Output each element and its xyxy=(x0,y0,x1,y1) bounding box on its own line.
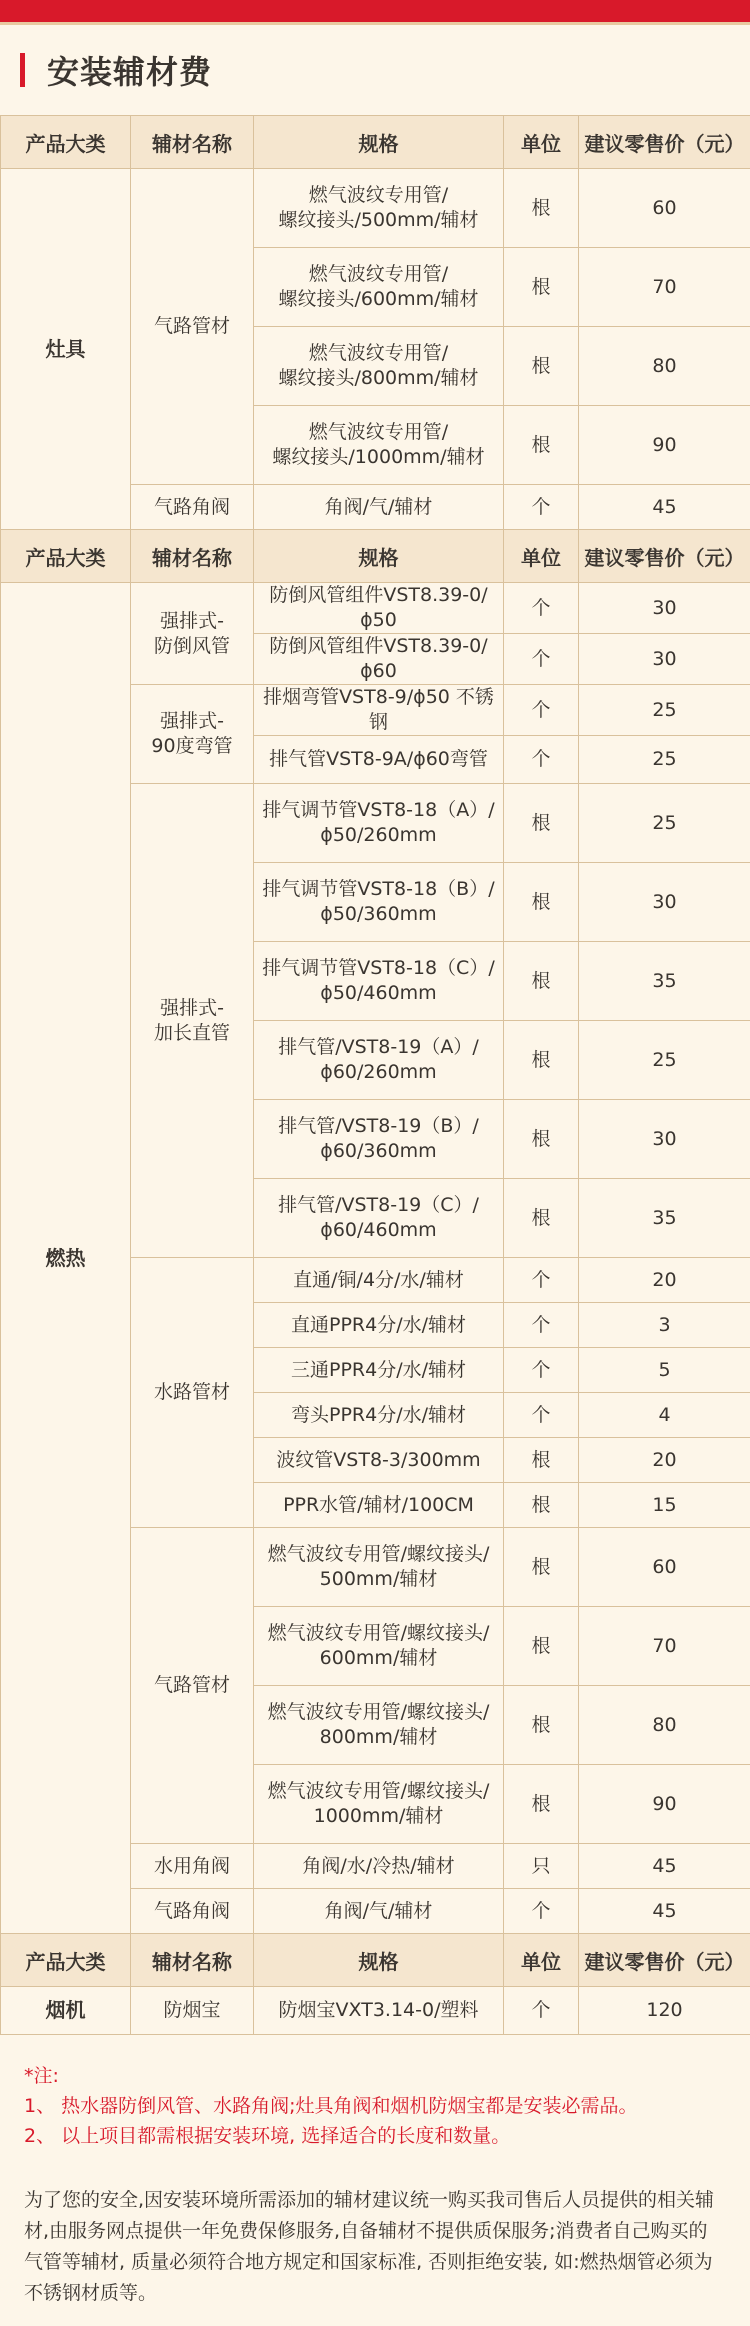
price-cell: 25 xyxy=(579,1021,750,1100)
unit-cell: 根 xyxy=(504,1438,579,1483)
price-cell: 20 xyxy=(579,1258,750,1303)
price-cell: 30 xyxy=(579,634,750,685)
unit-cell: 根 xyxy=(504,1765,579,1844)
name-cell: 水路管材 xyxy=(131,1258,254,1528)
price-cell: 25 xyxy=(579,685,750,736)
accessory-fee-table xyxy=(0,115,750,2035)
unit-cell: 根 xyxy=(504,406,579,485)
spec-cell: 直通/铜/4分/水/辅材 xyxy=(254,1258,504,1303)
name-cell: 气路角阀 xyxy=(131,485,254,530)
unit-cell: 只 xyxy=(504,1844,579,1889)
spec-cell: 排气调节管VST8-18（C）/ ϕ50/460mm xyxy=(254,942,504,1021)
spec-cell: 防倒风管组件VST8.39-0/ϕ50 xyxy=(254,583,504,634)
page-title-text: 安装辅材费 xyxy=(47,53,213,91)
header-category: 产品大类 xyxy=(1,530,131,583)
unit-cell: 根 xyxy=(504,1100,579,1179)
header-category: 产品大类 xyxy=(1,1934,131,1987)
spec-cell: 燃气波纹专用管/ 螺纹接头/1000mm/辅材 xyxy=(254,406,504,485)
unit-cell: 个 xyxy=(504,634,579,685)
unit-cell: 根 xyxy=(504,1483,579,1528)
spec-cell: 排气管/VST8-19（C）/ ϕ60/460mm xyxy=(254,1179,504,1258)
spec-cell: 排气调节管VST8-18（B）/ ϕ50/360mm xyxy=(254,863,504,942)
table-row xyxy=(1,583,750,634)
price-cell: 45 xyxy=(579,1889,750,1934)
unit-cell: 个 xyxy=(504,1393,579,1438)
unit-cell: 个 xyxy=(504,1303,579,1348)
unit-cell: 个 xyxy=(504,685,579,736)
price-cell: 5 xyxy=(579,1348,750,1393)
header-spec: 规格 xyxy=(254,530,504,583)
header-unit: 单位 xyxy=(504,530,579,583)
footer-disclaimer: 为了您的安全,因安装环境所需添加的辅材建议统一购买我司售后人员提供的相关辅材,由服务网点提供一年免费保修服务,自备辅材不提供质保服务;消费者自己购买的气管等辅材, 质量必须符合地方规定和国家标准, 否则拒绝安装, 如:燃热烟管必须为不锈钢材质等。 xyxy=(24,2189,715,2304)
title-accent-bar xyxy=(20,53,25,87)
table-header-row xyxy=(1,116,750,169)
category-cell: 烟机 xyxy=(1,1987,131,2035)
price-cell: 3 xyxy=(579,1303,750,1348)
price-cell: 30 xyxy=(579,1100,750,1179)
header-name: 辅材名称 xyxy=(131,1934,254,1987)
spec-cell: 排烟弯管VST8-9/ϕ50 不锈钢 xyxy=(254,685,504,736)
spec-cell: 燃气波纹专用管/螺纹接头/ 500mm/辅材 xyxy=(254,1528,504,1607)
name-cell: 防烟宝 xyxy=(131,1987,254,2035)
price-cell: 60 xyxy=(579,169,750,248)
price-cell: 70 xyxy=(579,248,750,327)
price-cell: 45 xyxy=(579,1844,750,1889)
unit-cell: 根 xyxy=(504,1021,579,1100)
header-unit: 单位 xyxy=(504,1934,579,1987)
table-row xyxy=(1,169,750,248)
note-item: 2、 以上项目都需根据安装环境, 选择适合的长度和数量。 xyxy=(24,2125,511,2147)
name-cell: 气路管材 xyxy=(131,1528,254,1844)
header-spec: 规格 xyxy=(254,1934,504,1987)
price-cell: 80 xyxy=(579,1686,750,1765)
unit-cell: 根 xyxy=(504,1686,579,1765)
table-header-row xyxy=(1,1934,750,1987)
unit-cell: 根 xyxy=(504,327,579,406)
price-cell: 60 xyxy=(579,1528,750,1607)
name-cell: 强排式- 90度弯管 xyxy=(131,685,254,784)
spec-cell: 燃气波纹专用管/螺纹接头/ 600mm/辅材 xyxy=(254,1607,504,1686)
spec-cell: 防倒风管组件VST8.39-0/ϕ60 xyxy=(254,634,504,685)
price-cell: 25 xyxy=(579,784,750,863)
unit-cell: 根 xyxy=(504,863,579,942)
price-cell: 70 xyxy=(579,1607,750,1686)
spec-cell: 角阀/气/辅材 xyxy=(254,1889,504,1934)
unit-cell: 个 xyxy=(504,583,579,634)
spec-cell: 燃气波纹专用管/ 螺纹接头/600mm/辅材 xyxy=(254,248,504,327)
spec-cell: 燃气波纹专用管/ 螺纹接头/500mm/辅材 xyxy=(254,169,504,248)
price-cell: 25 xyxy=(579,736,750,784)
unit-cell: 根 xyxy=(504,1179,579,1258)
unit-cell: 根 xyxy=(504,1528,579,1607)
header-name: 辅材名称 xyxy=(131,116,254,169)
price-cell: 30 xyxy=(579,583,750,634)
category-cell: 灶具 xyxy=(1,169,131,530)
table-row xyxy=(1,1987,750,2035)
name-cell: 气路管材 xyxy=(131,169,254,485)
price-cell: 15 xyxy=(579,1483,750,1528)
spec-cell: 排气调节管VST8-18（A）/ ϕ50/260mm xyxy=(254,784,504,863)
spec-cell: 燃气波纹专用管/ 螺纹接头/800mm/辅材 xyxy=(254,327,504,406)
price-cell: 20 xyxy=(579,1438,750,1483)
unit-cell: 个 xyxy=(504,1889,579,1934)
price-cell: 30 xyxy=(579,863,750,942)
page-title xyxy=(0,25,750,115)
price-cell: 90 xyxy=(579,1765,750,1844)
header-price: 建议零售价（元） xyxy=(579,1934,750,1987)
spec-cell: 波纹管VST8-3/300mm xyxy=(254,1438,504,1483)
unit-cell: 根 xyxy=(504,169,579,248)
spec-cell: 排气管VST8-9A/ϕ60弯管 xyxy=(254,736,504,784)
spec-cell: 直通PPR4分/水/辅材 xyxy=(254,1303,504,1348)
price-cell: 4 xyxy=(579,1393,750,1438)
unit-cell: 个 xyxy=(504,485,579,530)
spec-cell: 防烟宝VXT3.14-0/塑料 xyxy=(254,1987,504,2035)
price-cell: 35 xyxy=(579,942,750,1021)
price-cell: 120 xyxy=(579,1987,750,2035)
header-price: 建议零售价（元） xyxy=(579,530,750,583)
unit-cell: 根 xyxy=(504,248,579,327)
unit-cell: 个 xyxy=(504,736,579,784)
header-category: 产品大类 xyxy=(1,116,131,169)
notes-section xyxy=(0,2035,750,2151)
price-cell: 45 xyxy=(579,485,750,530)
unit-cell: 根 xyxy=(504,942,579,1021)
name-cell: 强排式- 加长直管 xyxy=(131,784,254,1258)
price-cell: 80 xyxy=(579,327,750,406)
price-cell: 35 xyxy=(579,1179,750,1258)
spec-cell: 角阀/气/辅材 xyxy=(254,485,504,530)
spec-cell: PPR水管/辅材/100CM xyxy=(254,1483,504,1528)
spec-cell: 燃气波纹专用管/螺纹接头/ 1000mm/辅材 xyxy=(254,1765,504,1844)
header-name: 辅材名称 xyxy=(131,530,254,583)
unit-cell: 个 xyxy=(504,1987,579,2035)
notes-heading: *注: xyxy=(24,2065,59,2087)
spec-cell: 排气管/VST8-19（A）/ ϕ60/260mm xyxy=(254,1021,504,1100)
header-price: 建议零售价（元） xyxy=(579,116,750,169)
name-cell: 气路角阀 xyxy=(131,1889,254,1934)
unit-cell: 根 xyxy=(504,784,579,863)
name-cell: 水用角阀 xyxy=(131,1844,254,1889)
unit-cell: 根 xyxy=(504,1607,579,1686)
spec-cell: 排气管/VST8-19（B）/ ϕ60/360mm xyxy=(254,1100,504,1179)
spec-cell: 角阀/水/冷热/辅材 xyxy=(254,1844,504,1889)
unit-cell: 个 xyxy=(504,1258,579,1303)
header-spec: 规格 xyxy=(254,116,504,169)
price-cell: 90 xyxy=(579,406,750,485)
note-item: 1、 热水器防倒风管、水路角阀;灶具角阀和烟机防烟宝都是安装必需品。 xyxy=(24,2095,638,2117)
name-cell: 强排式- 防倒风管 xyxy=(131,583,254,685)
category-cell: 燃热 xyxy=(1,583,131,1934)
header-unit: 单位 xyxy=(504,116,579,169)
spec-cell: 三通PPR4分/水/辅材 xyxy=(254,1348,504,1393)
top-banner xyxy=(0,0,750,25)
spec-cell: 弯头PPR4分/水/辅材 xyxy=(254,1393,504,1438)
spec-cell: 燃气波纹专用管/螺纹接头/ 800mm/辅材 xyxy=(254,1686,504,1765)
unit-cell: 个 xyxy=(504,1348,579,1393)
table-header-row xyxy=(1,530,750,583)
